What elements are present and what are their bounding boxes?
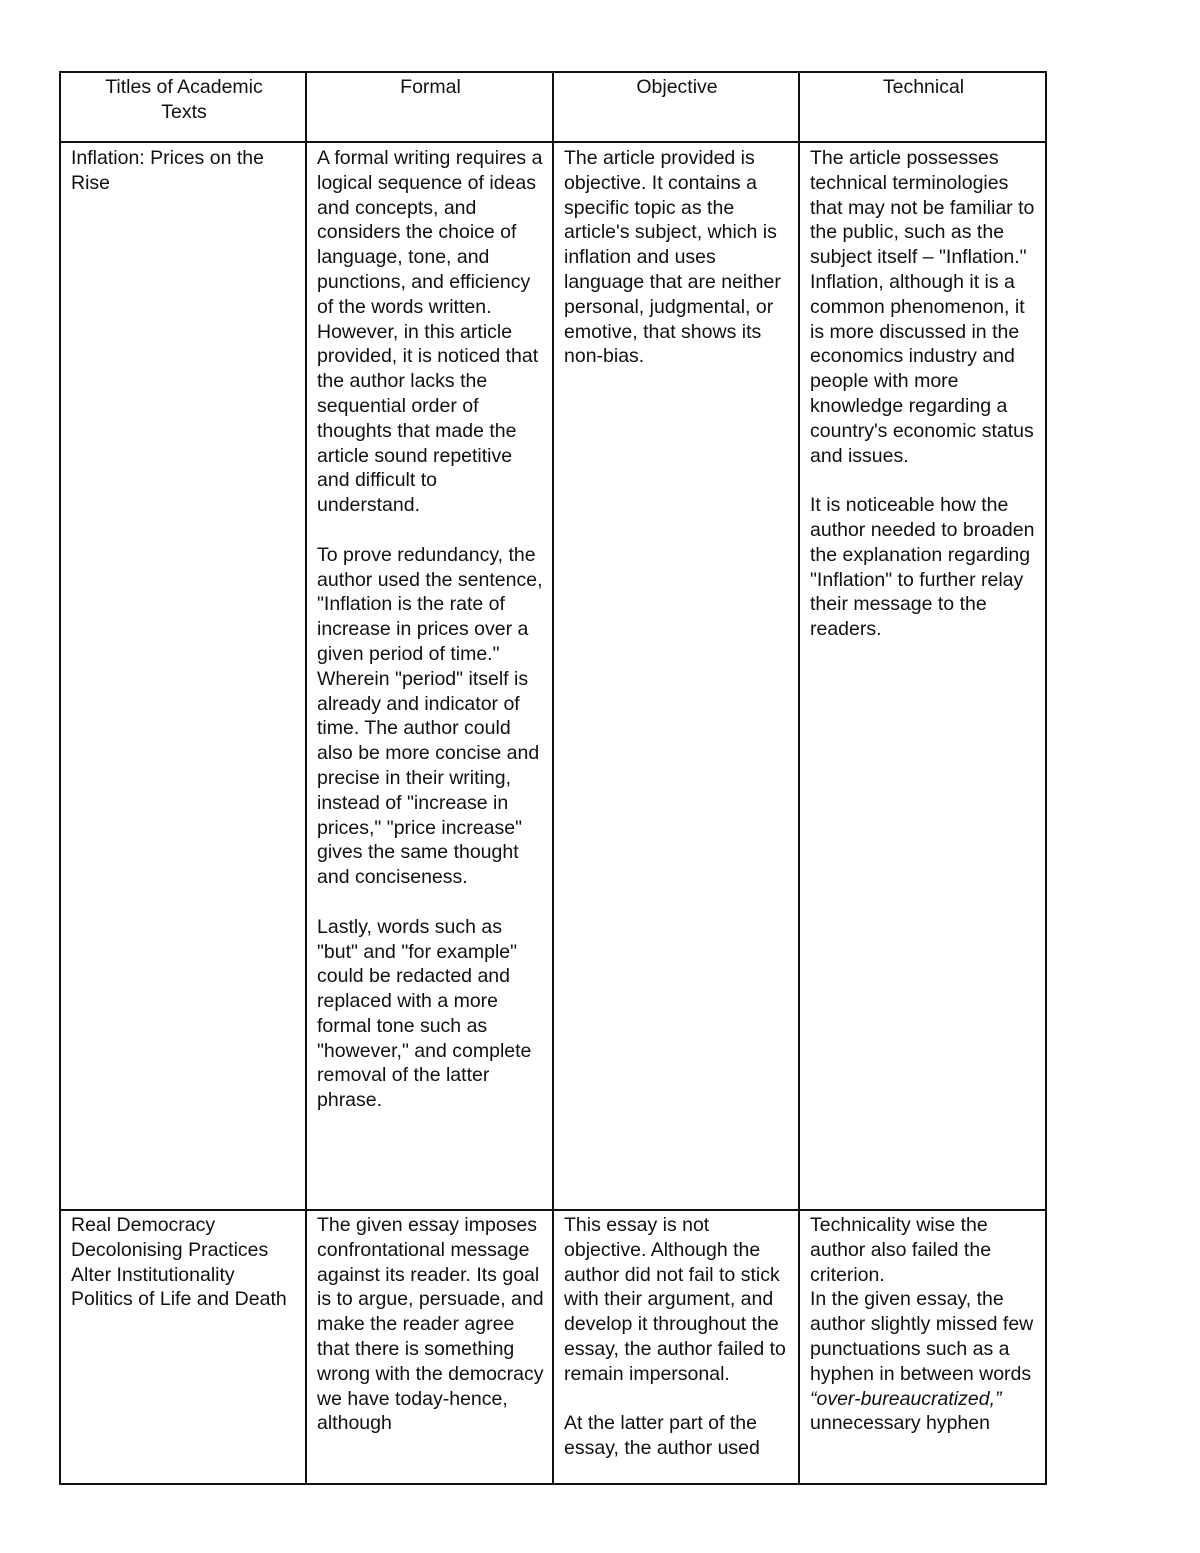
formal-paragraph: The given essay imposes confrontational message against its reader. Its goal is to argue, persuade, and make the reader agree that there is something wrong with the democracy we have today-hence, although: [317, 1214, 544, 1435]
row-title-cell: Inflation: Prices on the Rise: [60, 142, 306, 1210]
academic-texts-table: [59, 71, 1047, 1485]
header-titles-label: Titles of Academic Texts: [105, 76, 263, 123]
formal-cell: [306, 1210, 553, 1484]
row-title-cell: Real Democracy Decolonising Practices Alter Institutionality Politics of Life and Death: [60, 1210, 306, 1484]
header-technical: Technical: [799, 72, 1046, 142]
objective-cell: [553, 142, 799, 1210]
formal-paragraph: A formal writing requires a logical sequence of ideas and concepts, and considers the choice of language, tone, and punctions, and efficiency of the words written. However, in this article provided, it is noticed that the author lacks the sequential order of thoughts that made the article sound repetitive and difficult to understand.: [317, 147, 543, 517]
formal-cell: [306, 142, 553, 1210]
technical-cell: [799, 1210, 1046, 1484]
objective-paragraph: This essay is not objective. Although the author did not fail to stick with their argument, and develop it throughout the essay, the author failed to remain impersonal.: [564, 1214, 786, 1385]
technical-paragraph: [810, 1287, 1037, 1436]
table-header-row: [60, 72, 1046, 142]
technical-paragraph: It is noticeable how the author needed to broaden the explanation regarding "Inflation" to further relay their message to the readers.: [810, 494, 1035, 641]
header-objective: Objective: [553, 72, 799, 142]
technical-text: In the given essay, the author slightly missed few punctuations such as a hyphen in between words: [810, 1288, 1034, 1385]
technical-text: unnecessary hyphen: [810, 1412, 990, 1435]
technical-paragraph: Technicality wise the author also failed the criterion.: [810, 1214, 992, 1286]
technical-italic-example: “over-bureaucratized,”: [810, 1387, 1002, 1410]
header-titles: [60, 72, 306, 142]
table-row: [60, 142, 1046, 1210]
objective-paragraph: The article provided is objective. It contains a specific topic as the article's subject, which is inflation and uses language that are neither personal, judgmental, or emotive, that shows its non-bias.: [564, 147, 781, 368]
table-row: [60, 1210, 1046, 1484]
formal-paragraph: Lastly, words such as "but" and "for example" could be redacted and replaced with a more formal tone such as "however," and complete removal of the latter phrase.: [317, 915, 532, 1112]
objective-paragraph: At the latter part of the essay, the author used: [564, 1412, 760, 1460]
technical-cell: [799, 142, 1046, 1210]
objective-cell: [553, 1210, 799, 1484]
formal-paragraph: To prove redundancy, the author used the sentence, "Inflation is the rate of increase in prices over a given period of time." Wherein "period" itself is already and indicator of time. The author could also be more concise and precise in their writing, instead of "increase in prices," "price increase" gives the same thought and conciseness.: [317, 543, 543, 889]
technical-paragraph: The article possesses technical terminologies that may not be familiar to the public, such as the subject itself – "Inflation." Inflation, although it is a common phenomenon, it is more discussed in the economics industry and people with more knowledge regarding a country's economic status and issues.: [810, 147, 1035, 467]
header-formal: Formal: [306, 72, 553, 142]
